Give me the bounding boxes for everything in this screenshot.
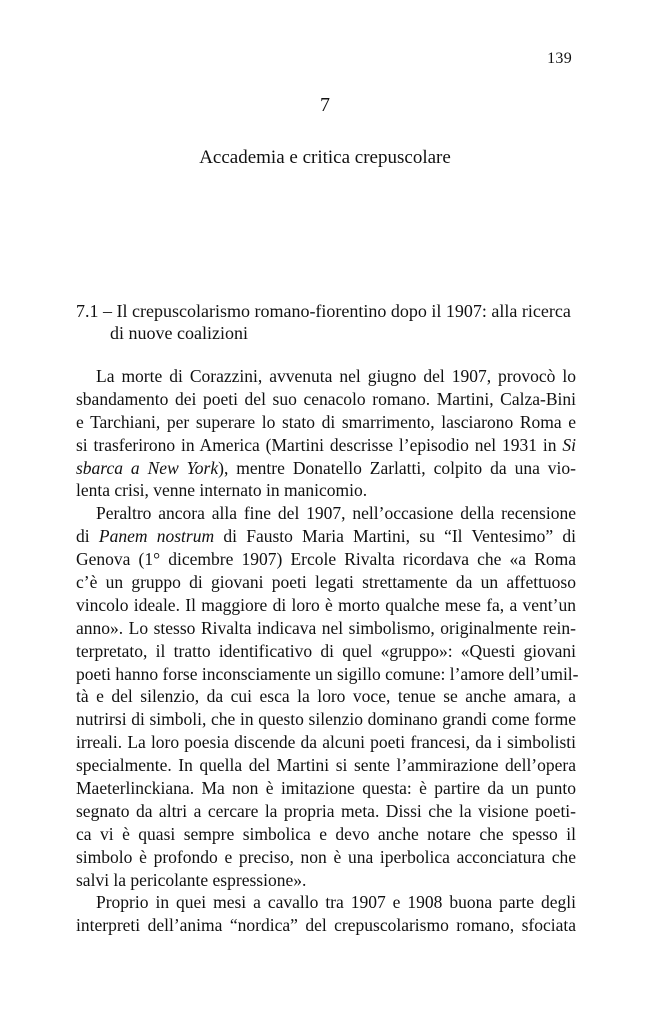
text-line	[76, 914, 576, 937]
text-run: di Fausto Maria Martini, su “Il Ventesimo” di	[214, 526, 576, 547]
text-run: sbandamento dei poeti del suo cenacolo romano. Martini, Calza-Bini	[76, 388, 576, 409]
text-run: tà e del silenzio, da cui esca la loro voce, tenue se anche amara, a	[76, 686, 576, 707]
text-run: interpreti dell’anima “nordica” del crepuscolarismo romano, sfociata	[76, 915, 576, 936]
italic-title: sbarca a New York	[76, 457, 219, 478]
body-text	[76, 365, 579, 937]
text-line	[76, 434, 576, 457]
text-run: Peraltro ancora alla fine del 1907, nell’occasione della recensione	[96, 503, 576, 524]
text-run: e Tarchiani, per superare lo stato di smarrimento, lasciarono Roma e	[76, 411, 576, 432]
text-line	[76, 594, 576, 617]
text-line	[76, 777, 576, 800]
text-line	[76, 708, 576, 731]
text-run: vincolo ideale. Il maggiore di loro è morto qualche mese fa, a vent’un	[76, 594, 576, 615]
italic-title: Panem nostrum	[98, 526, 215, 547]
section-heading-line: 7.1 – Il crepuscolarismo romano-fiorentino dopo il 1907: alla ricerca	[76, 301, 571, 321]
text-line	[76, 754, 576, 777]
text-line	[76, 685, 576, 708]
text-run: salvi la pericolante espressione».	[76, 869, 307, 890]
text-line	[76, 525, 576, 548]
text-line	[76, 457, 576, 480]
text-run: ), mentre Donatello Zarlatti, colpito da una vio-	[218, 457, 576, 478]
chapter-number: 7	[320, 94, 330, 116]
text-run: Proprio in quei mesi a cavallo tra 1907 e 1908 buona parte degli	[96, 892, 576, 913]
text-run: nutrirsi di simboli, che in questo silenzio dominano grandi come forme	[76, 709, 576, 730]
text-line	[76, 388, 576, 411]
text-line	[76, 617, 576, 640]
page-number: 139	[547, 50, 572, 67]
text-line	[76, 548, 576, 571]
text-run: simbolo è profondo e preciso, non è una iperbolica acconciatura che	[76, 846, 576, 867]
text-line	[76, 800, 576, 823]
text-line	[76, 571, 576, 594]
text-line	[76, 479, 576, 502]
text-line	[76, 891, 576, 914]
text-run: lenta crisi, venne internato in manicomio.	[76, 480, 368, 501]
text-run: Maeterlinckiana. Ma non è imitazione questa: è partire da un punto	[76, 778, 576, 799]
text-run: si trasferirono in America (Martini descrisse l’episodio nel 1931 in	[76, 434, 563, 455]
text-run: La morte di Corazzini, avvenuta nel giugno del 1907, provocò lo	[96, 366, 576, 386]
text-line	[76, 663, 579, 686]
section-heading	[76, 300, 576, 344]
text-run: segnato da altri a cercare la propria meta. Dissi che la visione poeti-	[76, 800, 576, 821]
text-run: irreali. La loro poesia discende da alcuni poeti francesi, da i simbolisti	[76, 732, 576, 753]
text-run: di	[76, 526, 99, 547]
text-line	[76, 411, 576, 434]
chapter-title: Accademia e critica crepuscolare	[199, 147, 451, 168]
section-heading-line: di nuove coalizioni	[110, 323, 248, 343]
text-line	[76, 731, 576, 754]
text-line	[76, 846, 576, 869]
italic-title: Si	[562, 434, 576, 455]
text-run: ca vi è quasi sempre simbolica e devo anche notare che spesso il	[76, 823, 576, 844]
text-line	[76, 502, 576, 525]
text-run: Genova (1° dicembre 1907) Ercole Rivalta ricordava che «a Roma	[76, 549, 576, 570]
text-line	[76, 869, 576, 892]
text-run: anno». Lo stesso Rivalta indicava nel simbolismo, originalmente rein-	[76, 617, 576, 638]
text-run: terpretato, il tratto identificativo di quel «gruppo»: «Questi giovani	[76, 640, 576, 661]
text-line	[76, 365, 576, 388]
text-run: specialmente. In quella del Martini si sente l’ammirazione dell’opera	[76, 755, 576, 776]
text-run: poeti hanno forse inconsciamente un sigillo comune: l’amore dell’umil-	[76, 663, 579, 684]
text-line	[76, 823, 576, 846]
text-line	[76, 640, 576, 663]
text-run: c’è un gruppo di giovani poeti legati strettamente da un affettuoso	[76, 572, 576, 593]
